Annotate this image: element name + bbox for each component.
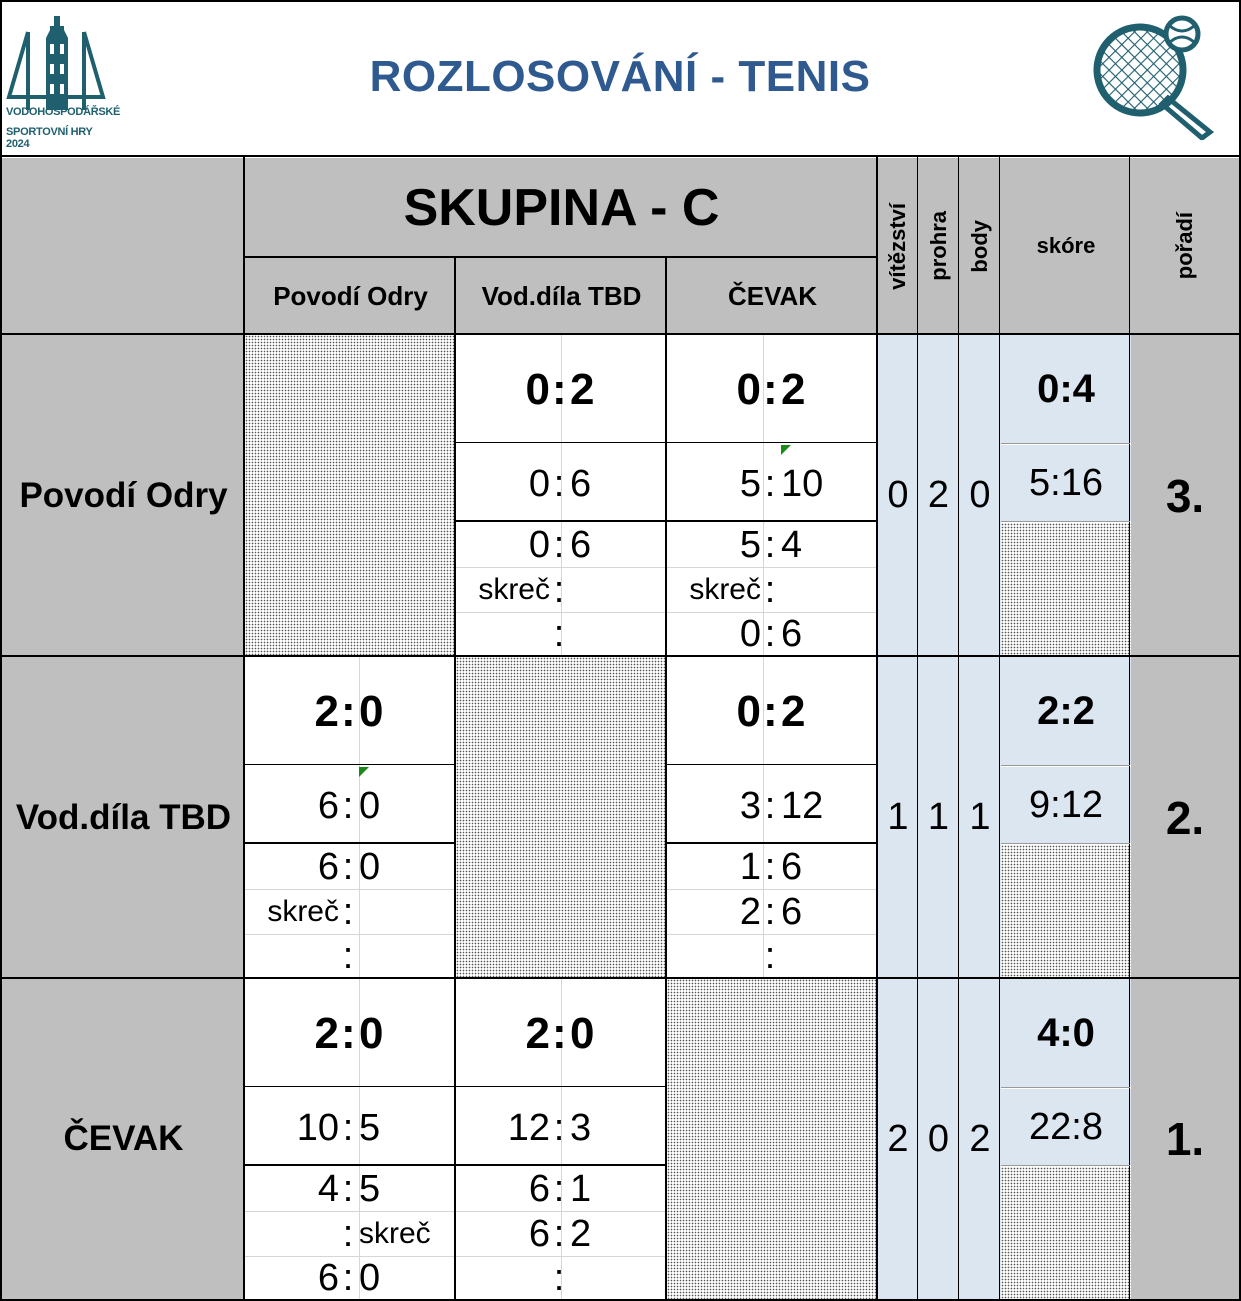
losses-value: 0 [918,979,959,1299]
stat-header-rank: pořadí [1172,212,1197,280]
game-score-line: 10 : 5 [296,1106,381,1149]
stat-header-score: skóre [1036,233,1096,258]
wins-value: 0 [878,335,918,656]
row-team-cevak: ČEVAK [2,979,245,1299]
rank-value: 3. [1131,335,1239,656]
set-score: 2 : 0 [314,1009,384,1058]
score-sets: 2:2 [1001,657,1131,765]
game-score-line: 0 : 6 [528,462,592,505]
col-header-vod-dila-tbd: Vod.díla TBD [456,258,667,334]
rank-value: 1. [1131,979,1239,1299]
game-score-line: 0 : 6 [739,613,803,655]
game-score-line: skreč : [267,890,354,933]
stat-header-losses: prohra [925,211,951,281]
col-header-cevak: ČEVAK [667,258,878,334]
points-value: 2 [959,979,1001,1299]
stat-header-points: body [967,219,992,273]
score-sets: 4:0 [1001,979,1131,1087]
game-score-line: : skreč [342,1212,431,1255]
set-score: 2 : 0 [314,687,384,736]
game-score-line: 12 : 3 [507,1106,592,1149]
game-score-line: 4 : 5 [317,1167,381,1210]
logo-text-line1: VODOHOSPODÁŘSKÉ [6,106,121,118]
group-title: SKUPINA - C [403,178,720,237]
set-score: 0 : 2 [736,365,806,414]
game-score-line: 3 : 12 [739,784,824,827]
score-games: 22:8 [1001,1089,1131,1165]
set-score: 2 : 0 [525,1009,595,1058]
game-score-line: 0 : 6 [528,523,592,566]
game-score-line: 5 : 4 [739,523,803,566]
score-games: 5:16 [1001,445,1131,521]
game-score-line: : [342,935,354,977]
points-value: 0 [959,335,1001,656]
game-score-line: 2 : 6 [739,890,803,933]
wins-value: 2 [878,979,918,1299]
losses-value: 2 [918,335,959,656]
game-score-line: 6 : 2 [528,1212,592,1255]
game-score-line: 6 : 1 [528,1167,592,1210]
game-score-line: 6 : 0 [317,784,381,827]
game-score-line: 1 : 6 [739,845,803,888]
game-score-line: 6 : 0 [317,1256,381,1299]
game-score-line: 5 : 10 [739,462,824,505]
score-games: 9:12 [1001,767,1131,843]
col-header-povodi-odry: Povodí Odry [245,258,456,334]
game-score-line: : [553,613,565,655]
set-score: 0 : 2 [736,687,806,736]
game-score-line: skreč : [478,568,565,611]
game-score-line: skreč : [689,568,776,611]
game-score-line: : [764,935,776,977]
stat-header-wins: vítězství [885,202,910,290]
score-sets: 0:4 [1001,335,1131,443]
row-team-vod-dila-tbd: Vod.díla TBD [2,657,245,978]
set-score: 0 : 2 [525,365,595,414]
page-title: ROZLOSOVÁNÍ - TENIS [369,52,871,101]
losses-value: 1 [918,657,959,978]
logo-text-line2: SPORTOVNÍ HRY 2024 [6,126,93,150]
wins-value: 1 [878,657,918,978]
points-value: 1 [959,657,1001,978]
rank-value: 2. [1131,657,1239,978]
row-team-povodi-odry: Povodí Odry [2,335,245,656]
game-score-line: : [553,1256,565,1299]
game-score-line: 6 : 0 [317,845,381,888]
